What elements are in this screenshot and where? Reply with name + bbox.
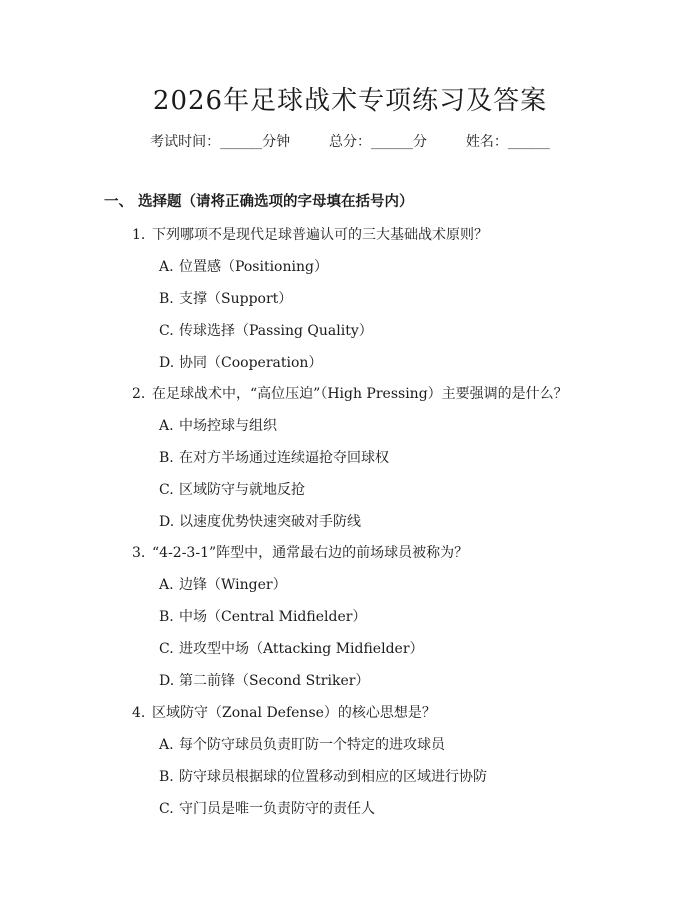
question-text: 下列哪项不是现代足球普遍认可的三大基础战术原则？ bbox=[152, 227, 488, 243]
option-3c bbox=[159, 638, 424, 658]
option-2a bbox=[159, 415, 277, 435]
option-letter: D. bbox=[159, 514, 175, 530]
exam-time-field: 考试时间：______分钟 bbox=[150, 134, 291, 150]
option-text: 支撑（Support） bbox=[179, 291, 293, 307]
question-1 bbox=[132, 224, 488, 244]
option-text: 第二前锋（Second Striker） bbox=[179, 673, 370, 689]
option-3b bbox=[159, 606, 366, 626]
option-4c bbox=[159, 798, 375, 818]
section-heading bbox=[104, 190, 414, 211]
question-text: 在足球战术中，“高位压迫”（High Pressing）主要强调的是什么？ bbox=[152, 386, 568, 402]
question-text: 区域防守（Zonal Defense）的核心思想是？ bbox=[152, 705, 436, 721]
option-letter: A. bbox=[159, 418, 174, 434]
question-number: 1. bbox=[132, 227, 146, 243]
question-text: “4-2-3-1”阵型中，通常最右边的前场球员被称为？ bbox=[152, 545, 469, 561]
option-text: 协同（Cooperation） bbox=[179, 355, 323, 371]
option-letter: D. bbox=[159, 355, 175, 371]
option-text: 中场（Central Midfielder） bbox=[179, 609, 367, 625]
option-letter: B. bbox=[159, 291, 174, 307]
option-4b bbox=[159, 766, 487, 786]
question-number: 3. bbox=[132, 545, 146, 561]
option-text: 以速度优势快速突破对手防线 bbox=[179, 514, 361, 530]
option-letter: C. bbox=[159, 482, 174, 498]
option-letter: C. bbox=[159, 641, 174, 657]
option-letter: A. bbox=[159, 737, 174, 753]
question-2 bbox=[132, 383, 568, 403]
option-letter: C. bbox=[159, 323, 174, 339]
option-text: 区域防守与就地反抢 bbox=[179, 482, 305, 498]
total-score-field: 总分：______分 bbox=[329, 134, 427, 150]
section-number: 一、 bbox=[104, 193, 133, 210]
option-4a bbox=[159, 734, 445, 754]
option-text: 中场控球与组织 bbox=[179, 418, 277, 434]
option-letter: B. bbox=[159, 450, 174, 466]
option-3a bbox=[159, 574, 287, 594]
student-name-field: 姓名：______ bbox=[465, 134, 550, 150]
option-letter: D. bbox=[159, 673, 175, 689]
option-2d bbox=[159, 511, 361, 531]
option-letter: A. bbox=[159, 259, 174, 275]
question-number: 4. bbox=[132, 705, 146, 721]
option-2c bbox=[159, 479, 305, 499]
option-text: 进攻型中场（Attacking Midfielder） bbox=[179, 641, 424, 657]
question-4 bbox=[132, 702, 436, 722]
section-title: 选择题（请将正确选项的字母填在括号内） bbox=[138, 193, 414, 210]
option-letter: B. bbox=[159, 609, 174, 625]
option-1a bbox=[159, 256, 328, 276]
option-text: 位置感（Positioning） bbox=[179, 259, 328, 275]
option-text: 在对方半场通过连续逼抢夺回球权 bbox=[179, 450, 389, 466]
option-text: 防守球员根据球的位置移动到相应的区域进行协防 bbox=[179, 769, 487, 785]
option-1d bbox=[159, 352, 322, 372]
document-title: 2026年足球战术专项练习及答案 bbox=[152, 86, 548, 116]
option-text: 传球选择（Passing Quality） bbox=[179, 323, 373, 339]
option-text: 每个防守球员负责盯防一个特定的进攻球员 bbox=[179, 737, 445, 753]
option-1b bbox=[159, 288, 292, 308]
option-3d bbox=[159, 670, 369, 690]
exam-info bbox=[0, 131, 700, 151]
option-text: 边锋（Winger） bbox=[179, 577, 287, 593]
question-3 bbox=[132, 542, 468, 562]
option-letter: C. bbox=[159, 801, 174, 817]
option-letter: A. bbox=[159, 577, 174, 593]
question-number: 2. bbox=[132, 386, 146, 402]
option-1c bbox=[159, 320, 373, 340]
option-letter: B. bbox=[159, 769, 174, 785]
option-2b bbox=[159, 447, 389, 467]
option-text: 守门员是唯一负责防守的责任人 bbox=[179, 801, 375, 817]
